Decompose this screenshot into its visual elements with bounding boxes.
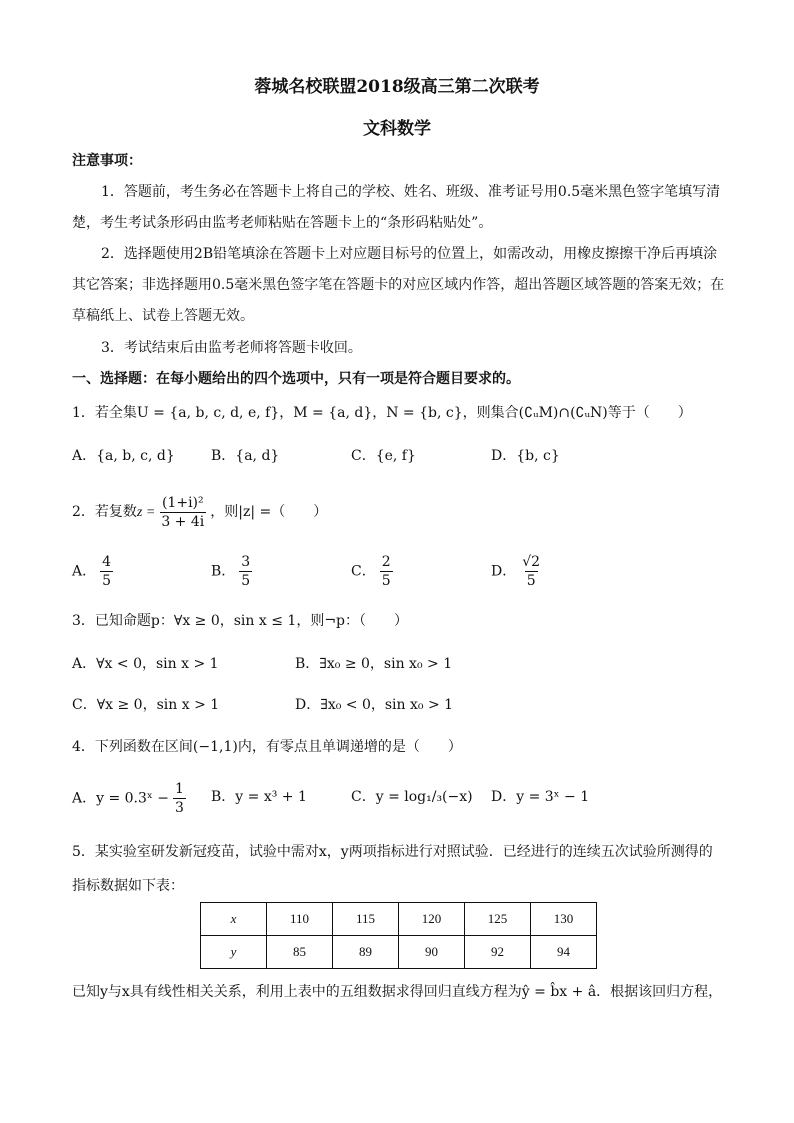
option-c-denominator: 5	[381, 573, 391, 589]
table-row	[201, 936, 597, 969]
question-2-prefix: 2．若复数	[72, 504, 137, 520]
table-cell: 125	[465, 903, 531, 936]
exam-subject: 文科数学	[363, 119, 431, 139]
option-b-numerator: 3	[241, 554, 251, 570]
exam-title: 蓉城名校联盟2018级高三第二次联考	[254, 77, 540, 97]
question-1-stem: 1．若全集U = {a, b, c, d, e, f}，M = {a, d}，N = {b, c}，则集合(∁ᵤM)∩(∁ᵤN)等于（ ）	[72, 405, 692, 421]
table-cell: 115	[333, 903, 399, 936]
question-4-option-b: B．y = x³ + 1	[211, 789, 307, 805]
option-a-expression: A．y = 0.3ˣ −	[72, 790, 170, 807]
question-4-option-c: C．y = log₁/₃(−x)	[351, 789, 473, 805]
table-row	[201, 903, 597, 936]
question-2-option-a	[72, 553, 117, 590]
table-header-y: y	[201, 936, 267, 969]
question-4-stem: 4．下列函数在区间(−1,1)内，有零点且单调递增的是（ ）	[72, 739, 462, 755]
notice-item-2-line-3: 草稿纸上、试卷上答题无效。	[72, 308, 254, 324]
question-1-option-c: C．{e, f}	[351, 448, 416, 464]
notice-item-1-line-2: 楚，考生考试条形码由监考老师粘贴在答题卡上的“条形码粘贴处”。	[72, 215, 493, 231]
table-cell: 110	[267, 903, 333, 936]
question-2-option-d	[491, 553, 546, 590]
question-1-option-b: B．{a, d}	[211, 448, 280, 464]
option-a-denominator: 5	[102, 573, 112, 589]
table-cell: 120	[399, 903, 465, 936]
notice-item-3: 3．考试结束后由监考老师将答题卡收回。	[101, 340, 362, 356]
question-2-stem	[72, 490, 327, 535]
option-d-denominator: 5	[526, 573, 536, 589]
question-3-option-c: C．∀x ≥ 0，sin x > 1	[72, 697, 220, 713]
question-4-option-a	[72, 780, 190, 817]
question-2-denominator: 3 + 4i	[161, 513, 205, 530]
question-4-option-d: D．y = 3ˣ − 1	[491, 789, 590, 805]
option-b-label: B．	[211, 563, 236, 580]
table-cell: 130	[531, 903, 597, 936]
table-header-x: x	[201, 903, 267, 936]
question-3-option-a: A．∀x < 0，sin x > 1	[72, 656, 219, 672]
question-2-variable: z =	[136, 505, 156, 520]
question-2-option-b	[211, 553, 256, 590]
question-2-numerator: (1+i)²	[161, 494, 204, 511]
option-c-label: C．	[351, 563, 376, 580]
notice-item-2-line-1: 2．选择题使用2B铅笔填涂在答题卡上对应题目标号的位置上，如需改动，用橡皮擦擦干净后再填涂	[101, 246, 718, 262]
table-cell: 90	[399, 936, 465, 969]
data-table	[200, 902, 597, 969]
question-5-line-2: 指标数据如下表：	[72, 878, 184, 894]
table-cell: 89	[333, 936, 399, 969]
option-a-numerator: 1	[175, 781, 184, 797]
option-d-numerator: √2	[522, 554, 541, 570]
table-cell: 92	[465, 936, 531, 969]
notice-item-2-line-2: 其它答案；非选择题用0.5毫米黑色签字笔在答题卡的对应区域内作答，超出答题区域答题的答案无效；在	[72, 277, 725, 293]
question-1-option-a: A．{a, b, c, d}	[72, 448, 175, 464]
question-2-suffix: ，则|z| =（ ）	[210, 504, 328, 520]
table-cell: 94	[531, 936, 597, 969]
question-1-option-d: D．{b, c}	[491, 448, 560, 464]
question-3-option-b: B．∃x₀ ≥ 0，sin x₀ > 1	[295, 656, 453, 672]
option-a-denominator: 3	[175, 800, 184, 816]
question-3-option-d: D．∃x₀ < 0，sin x₀ > 1	[295, 697, 454, 713]
option-a-numerator: 4	[102, 554, 112, 570]
question-5-line-1: 5．某实验室研发新冠疫苗，试验中需对x，y两项指标进行对照试验．已经进行的连续五次试验所测得的	[72, 844, 713, 860]
table-cell: 85	[267, 936, 333, 969]
option-b-denominator: 5	[241, 573, 251, 589]
question-5-line-3: 已知y与x具有线性相关关系，利用上表中的五组数据求得回归直线方程为ŷ = b̂x + â．根据该回归方程，	[72, 984, 723, 1000]
option-a-label: A．	[72, 563, 97, 580]
option-c-numerator: 2	[381, 554, 391, 570]
question-3-stem: 3．已知命题p：∀x ≥ 0，sin x ≤ 1，则¬p：（ ）	[72, 613, 409, 629]
question-2-option-c	[351, 553, 397, 590]
section-1-heading: 一、选择题：在每小题给出的四个选项中，只有一项是符合题目要求的。	[72, 371, 520, 387]
notice-heading: 注意事项：	[72, 153, 142, 169]
option-d-label: D．	[491, 563, 517, 580]
notice-item-1-line-1: 1．答题前，考生务必在答题卡上将自己的学校、姓名、班级、准考证号用0.5毫米黑色签字笔填写清	[101, 184, 721, 200]
question-2-fraction	[159, 494, 206, 531]
